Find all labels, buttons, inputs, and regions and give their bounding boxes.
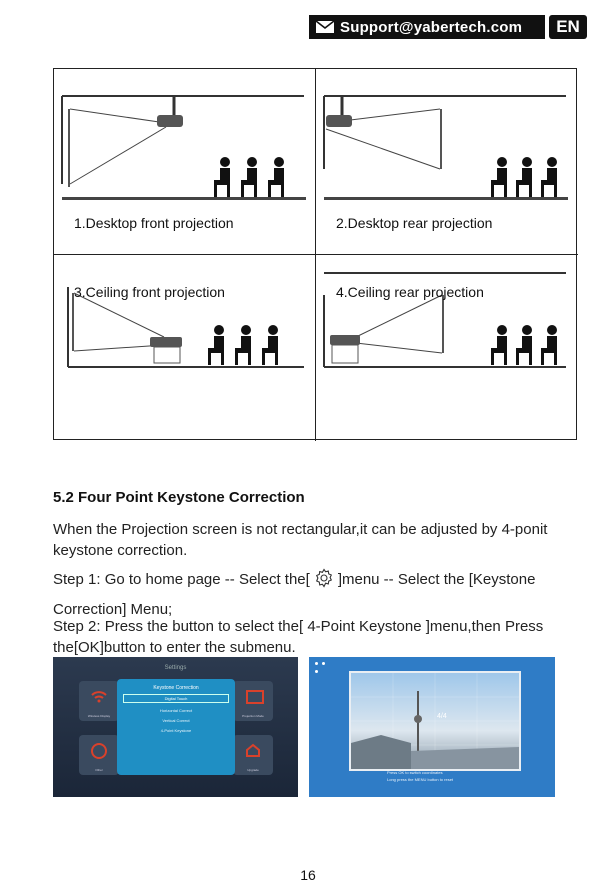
caption-ceiling-front: 3.Ceiling front projection bbox=[74, 284, 225, 300]
figure-ceiling-rear bbox=[316, 255, 578, 441]
section-title: 5.2 Four Point Keystone Correction bbox=[53, 489, 305, 506]
support-email-badge bbox=[309, 15, 545, 39]
menu-item[interactable]: 4-Point Keystone bbox=[160, 728, 192, 733]
keystone-hint-1: Press OK to switch coordinates bbox=[387, 770, 443, 775]
step-1-text-a: Step 1: Go to home page -- Select the[ bbox=[53, 571, 310, 588]
ceiling-front-diagram bbox=[54, 255, 316, 441]
wifi-icon bbox=[91, 689, 107, 703]
screenshot-4-point-keystone bbox=[309, 657, 555, 797]
screen-icon bbox=[246, 690, 264, 704]
tile-label: Upgrade bbox=[247, 768, 259, 772]
tile-projection-mode bbox=[233, 681, 273, 721]
settings-title: Settings bbox=[164, 665, 187, 671]
tile-wireless-display bbox=[79, 681, 119, 721]
corner-point bbox=[315, 670, 318, 673]
caption-desktop-front: 1.Desktop front projection bbox=[74, 215, 234, 231]
settings-gear-icon bbox=[314, 568, 334, 588]
corner-tag: 4/4 bbox=[437, 713, 447, 720]
step-2: Step 2: Press the button to select the[ 4-Point Keystone ]menu,then Press the[OK]button to enter the submenu. bbox=[53, 618, 544, 656]
keystone-menu-title: Keystone Correction bbox=[153, 685, 199, 691]
support-header bbox=[309, 15, 587, 39]
keystone-hint-2: Long press the MENU button to reset bbox=[387, 777, 454, 782]
keystone-preview-image bbox=[349, 671, 521, 771]
ceiling-rear-diagram bbox=[316, 255, 578, 441]
support-email: Support@yabertech.com bbox=[340, 18, 523, 36]
city-tower-image bbox=[351, 673, 519, 769]
figure-desktop-front bbox=[54, 69, 316, 255]
clock-icon bbox=[91, 743, 107, 759]
keystone-menu-dialog bbox=[117, 679, 235, 775]
tile-upgrade bbox=[233, 735, 273, 775]
screenshot-settings-menu bbox=[53, 657, 298, 797]
menu-item[interactable]: Vertical Correct bbox=[162, 718, 190, 723]
page-number: 16 bbox=[300, 867, 316, 883]
section-intro: When the Projection screen is not rectangular,it can be adjusted by 4-ponit keystone correction. bbox=[53, 521, 548, 559]
corner-point bbox=[322, 662, 325, 665]
figure-ceiling-front bbox=[54, 255, 316, 441]
tile-label: Wireless Display bbox=[87, 714, 111, 718]
language-badge: EN bbox=[549, 15, 587, 39]
tile-other bbox=[79, 735, 119, 775]
tile-label: Other bbox=[95, 768, 103, 772]
caption-desktop-rear: 2.Desktop rear projection bbox=[336, 215, 493, 231]
corner-point bbox=[315, 662, 318, 665]
caption-ceiling-rear: 4.Ceiling rear projection bbox=[336, 284, 484, 300]
step-1-text-b: ]menu -- Select the [Keystone Correction] Menu; bbox=[53, 571, 536, 618]
figure-desktop-rear bbox=[316, 69, 578, 255]
menu-item[interactable]: Digital Touch bbox=[123, 694, 229, 703]
tile-label: Projection Mode bbox=[242, 714, 264, 718]
home-icon bbox=[245, 743, 261, 757]
envelope-icon bbox=[315, 20, 335, 34]
projection-modes-figure bbox=[53, 68, 577, 440]
menu-item[interactable]: Horizontal Correct bbox=[159, 708, 193, 713]
